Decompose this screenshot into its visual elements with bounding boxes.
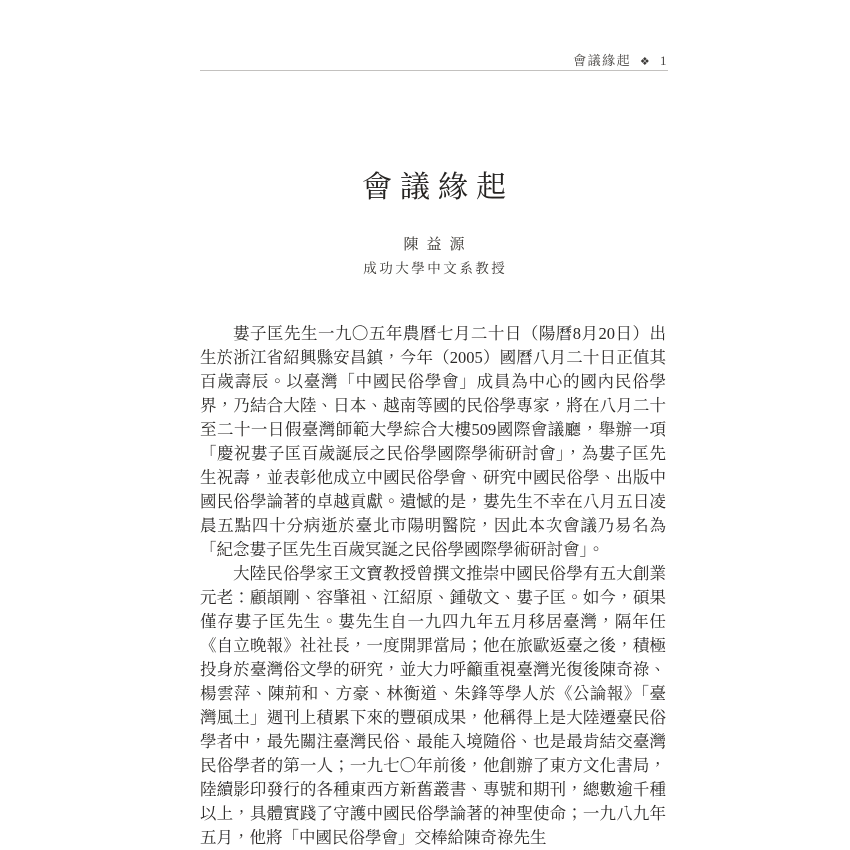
article-body <box>200 322 666 850</box>
page-title: 會議緣起 <box>362 171 514 204</box>
author-affiliation: 成功大學中文系教授 <box>363 261 508 276</box>
diamond-ornament-icon: ❖ <box>639 56 652 68</box>
running-header-title: 會議緣起 <box>573 53 632 68</box>
paragraph: 大陸民俗學家王文寶教授曾撰文推崇中國民俗學有五大創業元老：顧頡剛、容肇祖、江紹原、鍾敬文、婁子匡。如今，碩果僅存婁子匡先生。婁先生自一九四九年五月移居臺灣，隔年任《自立晚報》社社長，一度開罪當局；他在旅歐返臺之後，積極投身於臺灣俗文學的研究，並大力呼籲重視臺灣光復後陳奇祿、楊雲萍、陳荊和、方豪、林衡道、朱鋒等學人於《公論報》「臺灣風土」週刊上積累下來的豐碩成果，他稱得上是大陸遷臺民俗學者中，最先關注臺灣民俗、最能入境隨俗、也是最肯結交臺灣民俗學者的第一人；一九七〇年前後，他創辦了東方文化書局，陸續影印發行的各種東西方新舊叢書、專號和期刊，總數逾千種以上，具體實踐了守護中國民俗學論著的神聖使命；一九八九年五月，他將「中國民俗學會」交棒給陳奇祿先生 <box>200 564 666 847</box>
running-header <box>200 50 668 69</box>
header-rule <box>200 70 668 71</box>
paragraph: 婁子匡先生一九〇五年農曆七月二十日（陽曆8月20日）出生於浙江省紹興縣安昌鎮，今年（2005）國曆八月二十日正值其百歲壽辰。以臺灣「中國民俗學會」成員為中心的國內民俗學界，乃結合大陸、日本、越南等國的民俗學專家，將在八月二十至二十一日假臺灣師範大學綜合大樓509國際會議廳，舉辦一項「慶祝婁子匡百歲誕辰之民俗學國際學術研討會」，為婁子匡先生祝壽，並表彰他成立中國民俗學會、研究中國民俗學、出版中國民俗學論著的卓越貢獻。遺憾的是，婁先生不幸在八月五日凌晨五點四十分病逝於臺北市陽明醫院，因此本次會議乃易名為「紀念婁子匡先生百歲冥誕之民俗學國際學術研討會」。 <box>200 324 666 559</box>
author-name: 陳益源 <box>403 237 473 253</box>
page-number: 1 <box>660 53 668 68</box>
